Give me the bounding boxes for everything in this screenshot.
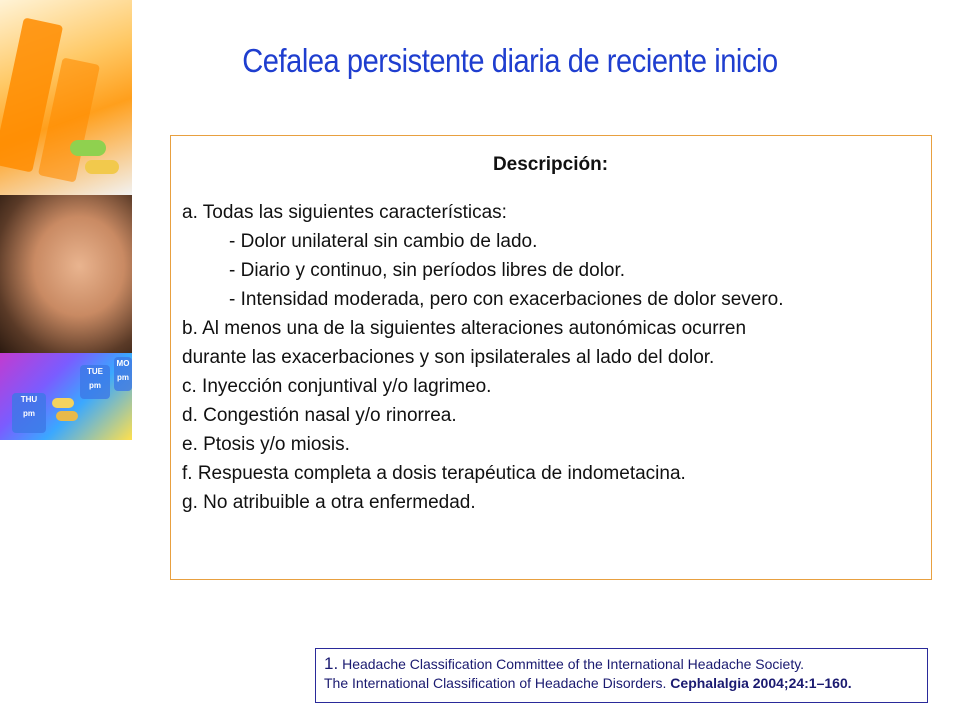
criterion-f: f. Respuesta completa a dosis terapéutica de indometacina. — [182, 463, 686, 484]
pill-capsule — [56, 411, 78, 421]
criterion-c: c. Inyección conjuntival y/o lagrimeo. — [182, 376, 492, 397]
reference-journal: Cephalalgia 2004;24:1–160. — [670, 675, 852, 691]
pill-box-sub: pm — [89, 381, 101, 390]
pill-capsule — [52, 398, 74, 408]
criterion-d: d. Congestión nasal y/o rinorrea. — [182, 405, 457, 426]
criterion-a: a. Todas las siguientes características: — [182, 202, 507, 223]
pill-box-cell — [12, 393, 46, 433]
criterion-a-item: - Diario y continuo, sin períodos libres de dolor. — [229, 260, 626, 281]
pill-box-sub: pm — [23, 409, 35, 418]
criterion-a-item: - Dolor unilateral sin cambio de lado. — [229, 231, 538, 252]
criterion-b-continued: durante las exacerbaciones y son ipsilaterales al lado del dolor. — [182, 347, 715, 368]
pill-box-cell — [80, 365, 110, 399]
pill-box-day: THU — [20, 395, 38, 404]
criterion-b: b. Al menos una de la siguientes alteraciones autonómicas ocurren — [182, 318, 747, 339]
pill-capsule — [85, 160, 119, 174]
criterion-a-item: - Intensidad moderada, pero con exacerbaciones de dolor severo. — [229, 289, 784, 310]
headache-woman-image — [0, 195, 132, 353]
description-heading: Descripción: — [492, 154, 609, 175]
criterion-g: g. No atribuible a otra enfermedad. — [182, 492, 476, 513]
pill-box-cell — [114, 357, 132, 391]
pill-box-day: TUE — [87, 367, 103, 376]
reference-text-1: Headache Classification Committee of the International Headache Society. — [342, 656, 805, 672]
description-box — [170, 135, 932, 580]
pill-capsule — [70, 140, 106, 156]
weekly-pill-box-image — [0, 353, 132, 440]
pill-box-day: MO — [116, 359, 130, 368]
side-image-strip — [0, 0, 132, 440]
page-title: Cefalea persistente diaria de reciente inicio — [242, 42, 778, 79]
reference-box — [315, 648, 928, 703]
pill-box-sub: pm — [117, 373, 129, 382]
reference-line-1 — [324, 654, 919, 674]
reference-text-2: The International Classification of Headache Disorders. — [324, 675, 671, 691]
pill-organizer-image — [0, 0, 132, 195]
reference-line-2 — [324, 674, 919, 693]
criterion-e: e. Ptosis y/o miosis. — [182, 434, 350, 455]
reference-number: 1. — [324, 654, 339, 673]
